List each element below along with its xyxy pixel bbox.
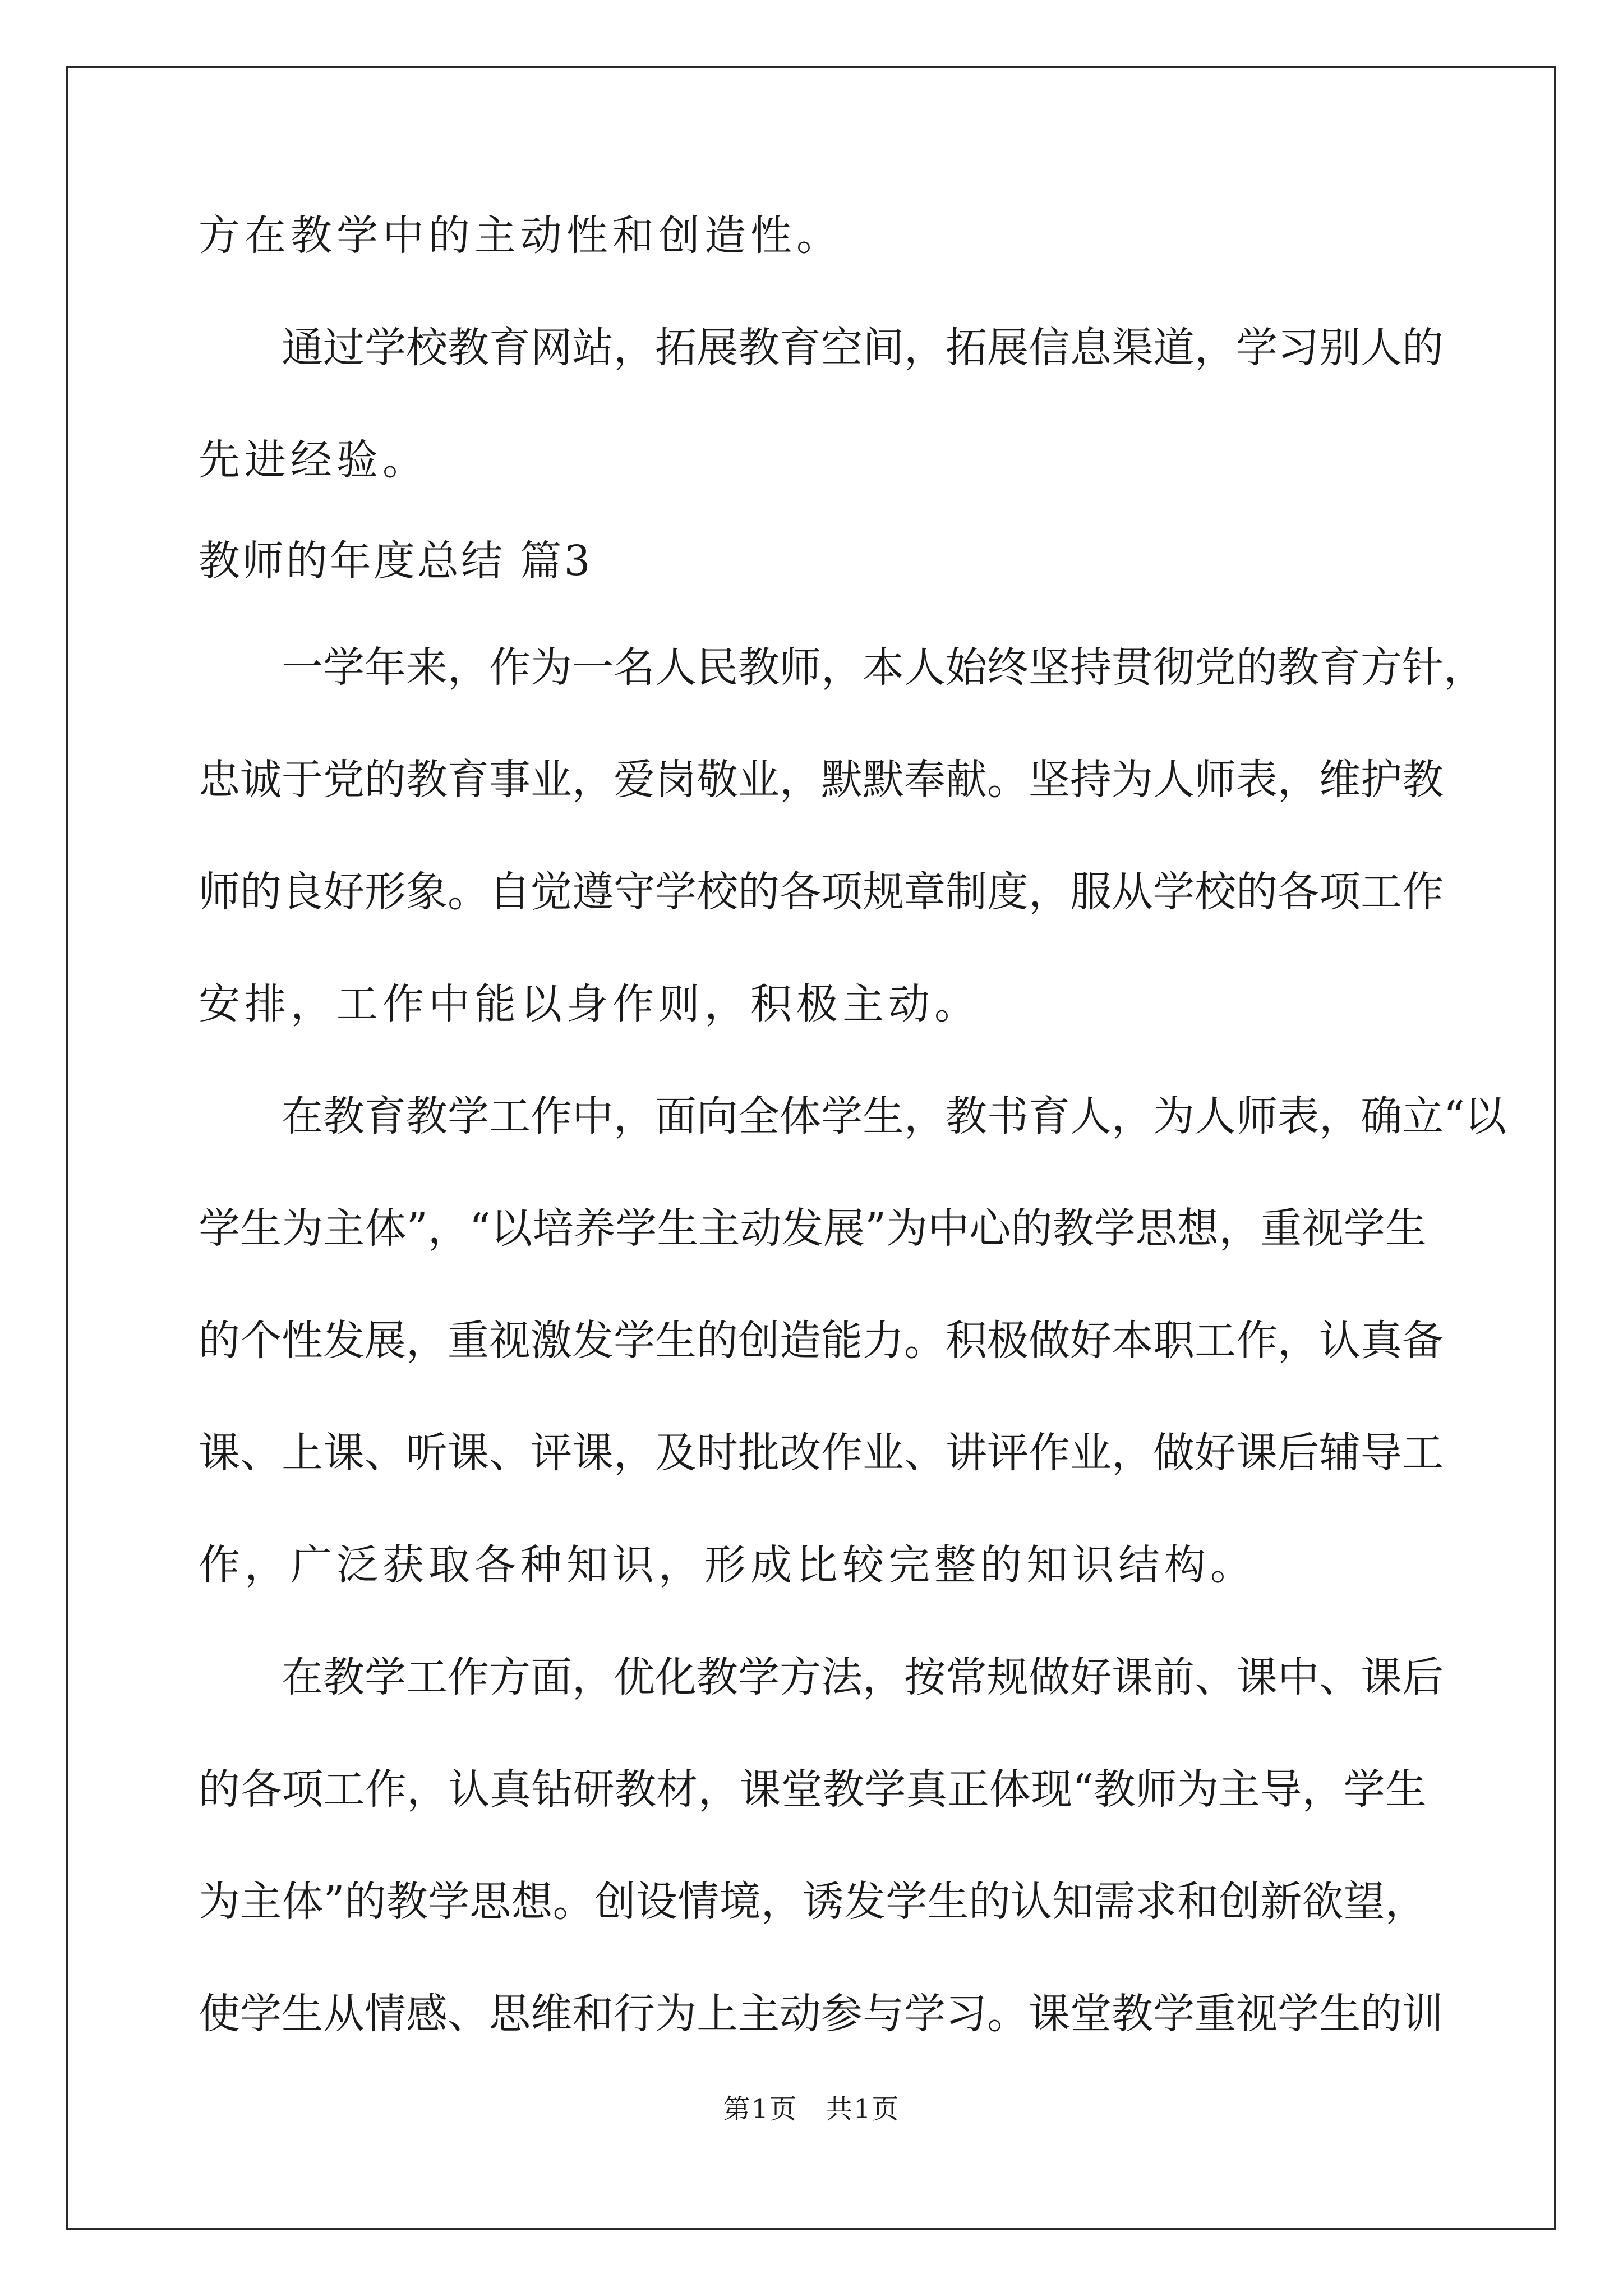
paragraph-first-line: 在 教 学 工 作 方 面 ， 优 化 教 学 方 法 ， 按 常 规 做 好 课 前 、 课 中 、 课 后: [282, 1653, 1444, 1701]
text-line: 为 主 体 ” 的 教 学 思 想 。 创 设 情 境 ， 诱 发 学 生 的 认 知 需 求 和 创 新 欲 望 ，: [199, 1878, 1427, 1926]
text-line: 学 生 为 主 体 ” ， “ 以 培 养 学 生 主 动 发 展 ” 为 中 心 的 教 学 思 想 ， 重 视 学 生: [199, 1204, 1427, 1253]
text-line: 的 个 性 发 展 ， 重 视 激 发 学 生 的 创 造 能 力 。 积 极 做 好 本 职 工 作 ， 认 真 备: [199, 1317, 1444, 1365]
text-line: 安排，工作中能以身作则，积极主动。: [199, 980, 980, 1028]
section-heading: 教师的年度总结 篇3: [199, 537, 593, 585]
paragraph-first-line: 在 教 育 教 学 工 作 中 ， 面 向 全 体 学 生 ， 教 书 育 人 ， 为 人 师 表 ， 确 立 “ 以: [282, 1092, 1506, 1140]
text-line: 课 、 上 课 、 听 课 、 评 课 ， 及 时 批 改 作 业 、 讲 评 作 业 ， 做 好 课 后 辅 导 工: [199, 1429, 1444, 1477]
page-number-footer: 第1页 共1页: [723, 2093, 900, 2125]
text-line: 先进经验。: [199, 436, 428, 484]
text-line: 方在教学中的主动性和创造性。: [199, 211, 842, 260]
text-line: 作，广泛获取各种知识，形成比较完整的知识结构。: [199, 1541, 1256, 1589]
paragraph-first-line: 一 学 年 来 ， 作 为 一 名 人 民 教 师 ， 本 人 始 终 坚 持 贯 彻 党 的 教 育 方 针 ，: [282, 643, 1485, 692]
text-line: 的 各 项 工 作 ， 认 真 钻 研 教 材 ， 课 堂 教 学 真 正 体 现 “ 教 师 为 主 导 ， 学 生: [199, 1765, 1427, 1814]
text-line: 师 的 良 好 形 象 。 自 觉 遵 守 学 校 的 各 项 规 章 制 度 ， 服 从 学 校 的 各 项 工 作: [199, 868, 1444, 916]
paragraph-first-line: 通 过 学 校 教 育 网 站 ， 拓 展 教 育 空 间 ， 拓 展 信 息 渠 道 ， 学 习 别 人 的: [282, 324, 1444, 372]
text-line: 忠 诚 于 党 的 教 育 事 业 ， 爱 岗 敬 业 ， 默 默 奉 献 。 坚 持 为 人 师 表 ， 维 护 教: [199, 756, 1444, 804]
text-line: 使 学 生 从 情 感 、 思 维 和 行 为 上 主 动 参 与 学 习 。 课 堂 教 学 重 视 学 生 的 训: [199, 1990, 1444, 2038]
